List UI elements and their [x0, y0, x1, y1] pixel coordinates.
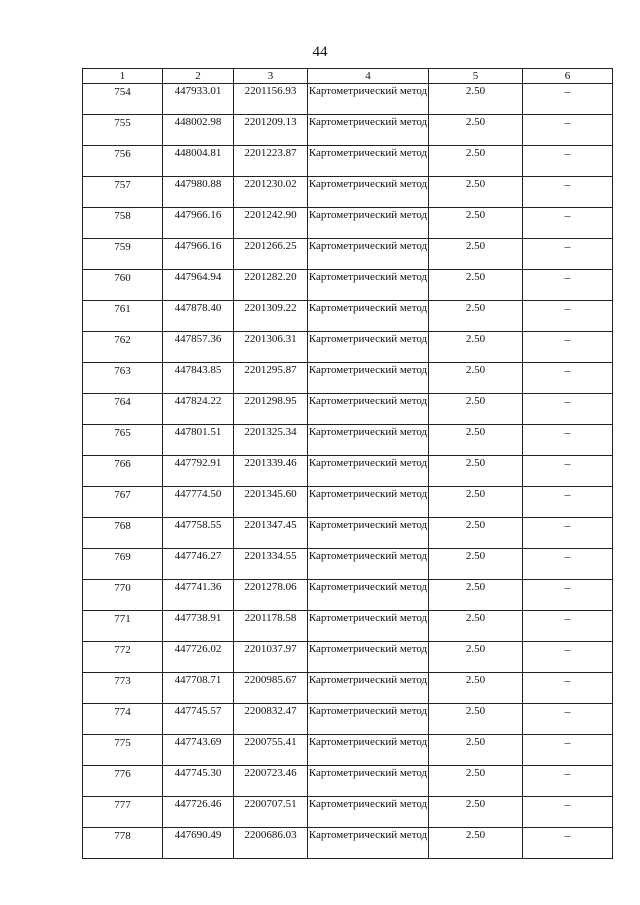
method-cell: Картометрический метод	[308, 549, 429, 580]
accuracy-cell: 2.50	[429, 84, 523, 115]
method-cell: Картометрический метод	[308, 766, 429, 797]
method-cell: Картометрический метод	[308, 797, 429, 828]
accuracy-cell: 2.50	[429, 828, 523, 859]
y-coordinate-cell: 2201298.95	[234, 394, 308, 425]
point-number-cell: 772	[83, 642, 163, 673]
point-number-cell: 766	[83, 456, 163, 487]
table-row	[83, 580, 613, 611]
table-row	[83, 797, 613, 828]
note-cell: –	[523, 84, 613, 115]
point-number-cell: 769	[83, 549, 163, 580]
accuracy-cell: 2.50	[429, 208, 523, 239]
x-coordinate-cell: 447801.51	[163, 425, 234, 456]
table-row	[83, 239, 613, 270]
method-cell: Картометрический метод	[308, 487, 429, 518]
accuracy-cell: 2.50	[429, 549, 523, 580]
table-row	[83, 115, 613, 146]
method-cell: Картометрический метод	[308, 456, 429, 487]
y-coordinate-cell: 2201278.06	[234, 580, 308, 611]
table-row	[83, 611, 613, 642]
table-body	[83, 84, 613, 859]
accuracy-cell: 2.50	[429, 425, 523, 456]
y-coordinate-cell: 2201282.20	[234, 270, 308, 301]
point-number-cell: 756	[83, 146, 163, 177]
note-cell: –	[523, 673, 613, 704]
x-coordinate-cell: 448004.81	[163, 146, 234, 177]
table-row	[83, 456, 613, 487]
accuracy-cell: 2.50	[429, 394, 523, 425]
method-cell: Картометрический метод	[308, 115, 429, 146]
page-number: 44	[312, 44, 328, 60]
x-coordinate-cell: 447745.30	[163, 766, 234, 797]
column-header: 2	[163, 69, 234, 84]
accuracy-cell: 2.50	[429, 642, 523, 673]
note-cell: –	[523, 611, 613, 642]
x-coordinate-cell: 447758.55	[163, 518, 234, 549]
x-coordinate-cell: 447746.27	[163, 549, 234, 580]
y-coordinate-cell: 2201037.97	[234, 642, 308, 673]
point-number-cell: 760	[83, 270, 163, 301]
column-header: 4	[308, 69, 429, 84]
accuracy-cell: 2.50	[429, 363, 523, 394]
accuracy-cell: 2.50	[429, 580, 523, 611]
table-row	[83, 270, 613, 301]
table-row	[83, 487, 613, 518]
accuracy-cell: 2.50	[429, 487, 523, 518]
point-number-cell: 754	[83, 84, 163, 115]
table-row	[83, 363, 613, 394]
note-cell: –	[523, 766, 613, 797]
table-row	[83, 518, 613, 549]
x-coordinate-cell: 447738.91	[163, 611, 234, 642]
method-cell: Картометрический метод	[308, 673, 429, 704]
column-header: 1	[83, 69, 163, 84]
accuracy-cell: 2.50	[429, 797, 523, 828]
table-row	[83, 394, 613, 425]
x-coordinate-cell: 447726.02	[163, 642, 234, 673]
y-coordinate-cell: 2200985.67	[234, 673, 308, 704]
accuracy-cell: 2.50	[429, 673, 523, 704]
y-coordinate-cell: 2201347.45	[234, 518, 308, 549]
y-coordinate-cell: 2201325.34	[234, 425, 308, 456]
x-coordinate-cell: 447933.01	[163, 84, 234, 115]
x-coordinate-cell: 447964.94	[163, 270, 234, 301]
y-coordinate-cell: 2201223.87	[234, 146, 308, 177]
table-row	[83, 301, 613, 332]
note-cell: –	[523, 208, 613, 239]
x-coordinate-cell: 447690.49	[163, 828, 234, 859]
y-coordinate-cell: 2200723.46	[234, 766, 308, 797]
y-coordinate-cell: 2201156.93	[234, 84, 308, 115]
point-number-cell: 774	[83, 704, 163, 735]
y-coordinate-cell: 2201178.58	[234, 611, 308, 642]
method-cell: Картометрический метод	[308, 642, 429, 673]
accuracy-cell: 2.50	[429, 704, 523, 735]
method-cell: Картометрический метод	[308, 425, 429, 456]
method-cell: Картометрический метод	[308, 611, 429, 642]
note-cell: –	[523, 735, 613, 766]
method-cell: Картометрический метод	[308, 146, 429, 177]
point-number-cell: 768	[83, 518, 163, 549]
note-cell: –	[523, 146, 613, 177]
table-row	[83, 549, 613, 580]
method-cell: Картометрический метод	[308, 332, 429, 363]
table-row	[83, 828, 613, 859]
y-coordinate-cell: 2201309.22	[234, 301, 308, 332]
point-number-cell: 763	[83, 363, 163, 394]
method-cell: Картометрический метод	[308, 735, 429, 766]
accuracy-cell: 2.50	[429, 239, 523, 270]
x-coordinate-cell: 447980.88	[163, 177, 234, 208]
accuracy-cell: 2.50	[429, 332, 523, 363]
column-header: 3	[234, 69, 308, 84]
method-cell: Картометрический метод	[308, 208, 429, 239]
table-row	[83, 735, 613, 766]
y-coordinate-cell: 2201339.46	[234, 456, 308, 487]
note-cell: –	[523, 332, 613, 363]
point-number-cell: 764	[83, 394, 163, 425]
y-coordinate-cell: 2201266.25	[234, 239, 308, 270]
coordinates-table	[82, 68, 613, 859]
note-cell: –	[523, 580, 613, 611]
x-coordinate-cell: 447774.50	[163, 487, 234, 518]
method-cell: Картометрический метод	[308, 301, 429, 332]
note-cell: –	[523, 828, 613, 859]
table-row	[83, 766, 613, 797]
note-cell: –	[523, 797, 613, 828]
accuracy-cell: 2.50	[429, 518, 523, 549]
x-coordinate-cell: 447745.57	[163, 704, 234, 735]
note-cell: –	[523, 363, 613, 394]
x-coordinate-cell: 447843.85	[163, 363, 234, 394]
x-coordinate-cell: 447741.36	[163, 580, 234, 611]
note-cell: –	[523, 456, 613, 487]
method-cell: Картометрический метод	[308, 580, 429, 611]
x-coordinate-cell: 447966.16	[163, 239, 234, 270]
table-row	[83, 177, 613, 208]
point-number-cell: 767	[83, 487, 163, 518]
table-row	[83, 84, 613, 115]
table-row	[83, 208, 613, 239]
table-header-row	[83, 69, 613, 84]
y-coordinate-cell: 2200755.41	[234, 735, 308, 766]
accuracy-cell: 2.50	[429, 270, 523, 301]
point-number-cell: 757	[83, 177, 163, 208]
column-header: 5	[429, 69, 523, 84]
accuracy-cell: 2.50	[429, 146, 523, 177]
point-number-cell: 755	[83, 115, 163, 146]
accuracy-cell: 2.50	[429, 301, 523, 332]
x-coordinate-cell: 447726.46	[163, 797, 234, 828]
accuracy-cell: 2.50	[429, 456, 523, 487]
method-cell: Картометрический метод	[308, 177, 429, 208]
point-number-cell: 777	[83, 797, 163, 828]
point-number-cell: 776	[83, 766, 163, 797]
note-cell: –	[523, 270, 613, 301]
note-cell: –	[523, 549, 613, 580]
x-coordinate-cell: 447878.40	[163, 301, 234, 332]
note-cell: –	[523, 239, 613, 270]
x-coordinate-cell: 447792.91	[163, 456, 234, 487]
point-number-cell: 761	[83, 301, 163, 332]
y-coordinate-cell: 2200707.51	[234, 797, 308, 828]
point-number-cell: 778	[83, 828, 163, 859]
method-cell: Картометрический метод	[308, 270, 429, 301]
y-coordinate-cell: 2201209.13	[234, 115, 308, 146]
table-row	[83, 332, 613, 363]
point-number-cell: 770	[83, 580, 163, 611]
method-cell: Картометрический метод	[308, 518, 429, 549]
y-coordinate-cell: 2201334.55	[234, 549, 308, 580]
method-cell: Картометрический метод	[308, 239, 429, 270]
point-number-cell: 771	[83, 611, 163, 642]
table-row	[83, 704, 613, 735]
x-coordinate-cell: 448002.98	[163, 115, 234, 146]
method-cell: Картометрический метод	[308, 394, 429, 425]
column-header: 6	[523, 69, 613, 84]
y-coordinate-cell: 2201306.31	[234, 332, 308, 363]
point-number-cell: 758	[83, 208, 163, 239]
x-coordinate-cell: 447708.71	[163, 673, 234, 704]
point-number-cell: 759	[83, 239, 163, 270]
table-row	[83, 425, 613, 456]
table-row	[83, 673, 613, 704]
accuracy-cell: 2.50	[429, 766, 523, 797]
note-cell: –	[523, 425, 613, 456]
y-coordinate-cell: 2201230.02	[234, 177, 308, 208]
x-coordinate-cell: 447966.16	[163, 208, 234, 239]
point-number-cell: 765	[83, 425, 163, 456]
table-row	[83, 146, 613, 177]
method-cell: Картометрический метод	[308, 828, 429, 859]
note-cell: –	[523, 177, 613, 208]
method-cell: Картометрический метод	[308, 363, 429, 394]
point-number-cell: 762	[83, 332, 163, 363]
note-cell: –	[523, 642, 613, 673]
note-cell: –	[523, 487, 613, 518]
note-cell: –	[523, 115, 613, 146]
accuracy-cell: 2.50	[429, 611, 523, 642]
note-cell: –	[523, 394, 613, 425]
y-coordinate-cell: 2200686.03	[234, 828, 308, 859]
x-coordinate-cell: 447824.22	[163, 394, 234, 425]
y-coordinate-cell: 2201295.87	[234, 363, 308, 394]
point-number-cell: 773	[83, 673, 163, 704]
x-coordinate-cell: 447743.69	[163, 735, 234, 766]
y-coordinate-cell: 2201345.60	[234, 487, 308, 518]
y-coordinate-cell: 2201242.90	[234, 208, 308, 239]
note-cell: –	[523, 704, 613, 735]
accuracy-cell: 2.50	[429, 115, 523, 146]
point-number-cell: 775	[83, 735, 163, 766]
method-cell: Картометрический метод	[308, 704, 429, 735]
method-cell: Картометрический метод	[308, 84, 429, 115]
accuracy-cell: 2.50	[429, 735, 523, 766]
note-cell: –	[523, 518, 613, 549]
x-coordinate-cell: 447857.36	[163, 332, 234, 363]
y-coordinate-cell: 2200832.47	[234, 704, 308, 735]
accuracy-cell: 2.50	[429, 177, 523, 208]
note-cell: –	[523, 301, 613, 332]
table-row	[83, 642, 613, 673]
